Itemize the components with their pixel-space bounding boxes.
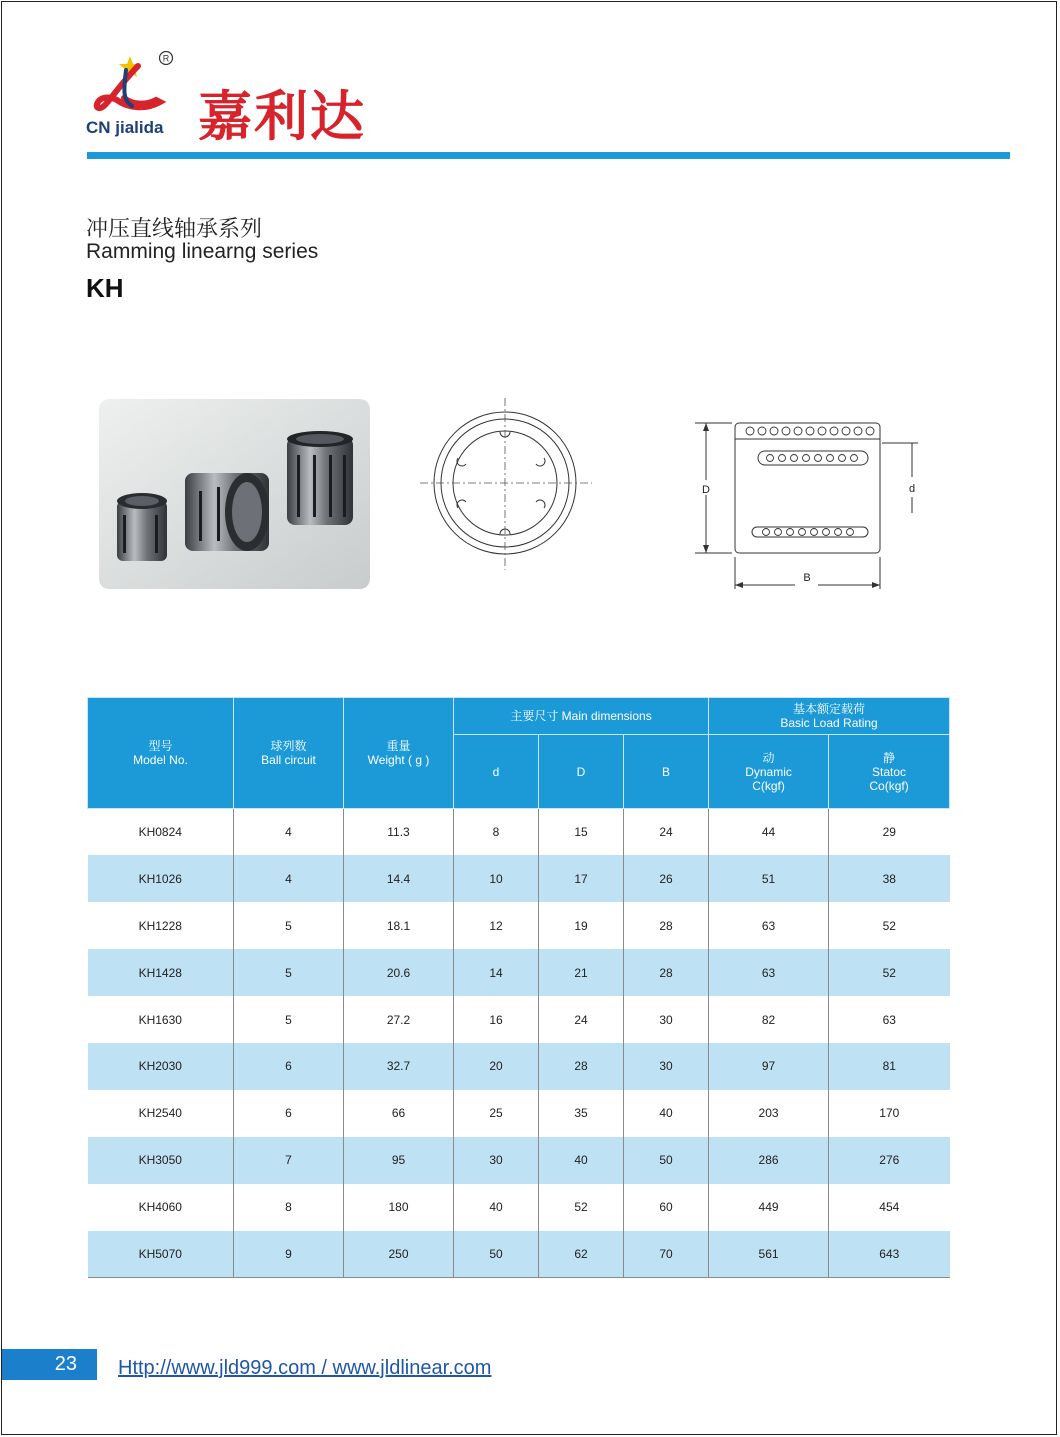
header-dynamic-en: Dynamic (745, 764, 792, 779)
table-cell: 44 (709, 809, 829, 856)
header-load-rating (709, 698, 950, 735)
table-cell: 50 (624, 1137, 709, 1184)
table-cell: 180 (344, 1184, 454, 1231)
dim-label-d: d (908, 483, 916, 495)
table-cell: KH1026 (88, 855, 234, 902)
table-cell: KH1630 (88, 996, 234, 1043)
table-cell: 4 (234, 809, 344, 856)
table-cell: 30 (454, 1137, 539, 1184)
spec-table-body (88, 809, 950, 1278)
header-B: B (624, 735, 709, 809)
table-cell: 25 (454, 1090, 539, 1137)
table-cell: 24 (539, 996, 624, 1043)
table-cell: 21 (539, 949, 624, 996)
table-cell: 30 (624, 996, 709, 1043)
table-cell: KH5070 (88, 1231, 234, 1278)
table-cell: 20.6 (344, 949, 454, 996)
table-cell: 15 (539, 809, 624, 856)
table-cell: 52 (882, 918, 896, 933)
table-cell: 40 (624, 1090, 709, 1137)
table-cell: 643 (829, 1231, 950, 1278)
table-cell: 52 (829, 949, 950, 996)
header-D: D (539, 735, 624, 809)
table-cell: 19 (539, 902, 624, 949)
table-cell: 5 (234, 949, 344, 996)
table-cell: KH1428 (88, 949, 234, 996)
table-cell: 95 (344, 1137, 454, 1184)
table-cell: 250 (344, 1231, 454, 1278)
table-cell: KH1228 (88, 902, 234, 949)
table-cell: 7 (234, 1137, 344, 1184)
table-cell: 14.4 (344, 855, 454, 902)
table-cell: 6 (234, 1090, 344, 1137)
front-view-drawing (416, 398, 594, 573)
side-view-drawing (690, 415, 925, 593)
table-row (88, 902, 950, 949)
table-cell: 20 (454, 1043, 539, 1090)
table-cell: 26 (624, 855, 709, 902)
spec-table (87, 697, 950, 1278)
table-cell: 66 (344, 1090, 454, 1137)
header-model-cn: 型号 (148, 739, 173, 753)
table-row (88, 1137, 950, 1184)
table-cell: 170 (879, 1106, 900, 1121)
table-cell: 40 (454, 1184, 539, 1231)
header-model-en: Model No. (133, 753, 188, 767)
table-cell: 62 (539, 1231, 624, 1278)
header-rule (87, 152, 1010, 159)
header-model (88, 698, 234, 809)
table-cell: 30 (624, 1043, 709, 1090)
table-cell: 50 (454, 1231, 539, 1278)
svg-text:R: R (162, 53, 170, 64)
table-cell: 81 (829, 1043, 950, 1090)
table-cell: 276 (829, 1137, 950, 1184)
page-number: 23 (2, 1349, 97, 1380)
table-cell: 16 (454, 996, 539, 1043)
table-cell: 6 (234, 1043, 344, 1090)
series-title-cn: 冲压直线轴承系列 (86, 216, 263, 241)
table-cell: 8 (454, 809, 539, 856)
header-load-cn: 基本额定载荷 (793, 702, 866, 716)
table-cell: KH0824 (88, 809, 234, 856)
table-cell: 28 (539, 1043, 624, 1090)
table-cell: 203 (709, 1090, 829, 1137)
brand-name-cn: 嘉利达 (198, 84, 366, 148)
table-cell: 28 (624, 902, 709, 949)
header-static-cn: 静 (883, 750, 896, 765)
table-cell: 60 (624, 1184, 709, 1231)
header-dynamic (709, 735, 829, 809)
table-row (88, 996, 950, 1043)
table-cell: 97 (709, 1043, 829, 1090)
brand-name-en: CN jialida (86, 118, 164, 137)
table-cell: 27.2 (344, 996, 454, 1043)
table-cell: 32.7 (344, 1043, 454, 1090)
table-row (88, 1043, 950, 1090)
table-cell: 9 (234, 1231, 344, 1278)
table-cell: 4 (234, 855, 344, 902)
table-row (88, 1231, 950, 1278)
header-static-unit: Co(kgf) (869, 778, 909, 793)
header-ball-circuit (234, 698, 344, 809)
table-cell: 454 (879, 1200, 900, 1215)
table-row (88, 855, 950, 902)
website-link[interactable]: Http://www.jld999.com / www.jldlinear.com (118, 1357, 492, 1379)
table-cell: 63 (709, 902, 829, 949)
table-cell: 29 (882, 825, 896, 840)
table-cell: KH2030 (88, 1043, 234, 1090)
table-cell: 12 (454, 902, 539, 949)
table-cell: 40 (539, 1137, 624, 1184)
table-cell: 14 (454, 949, 539, 996)
dim-label-B: B (803, 572, 811, 584)
table-cell: 5 (234, 996, 344, 1043)
table-cell: 561 (709, 1231, 829, 1278)
table-cell: 18.1 (344, 902, 454, 949)
table-cell: 52 (539, 1184, 624, 1231)
header-weight-en: Weight ( g ) (367, 753, 430, 767)
series-title-en: Ramming linearng series (86, 240, 319, 263)
header-weight-cn: 重量 (386, 739, 411, 753)
series-code: KH (86, 273, 124, 303)
table-cell: KH3050 (88, 1137, 234, 1184)
dim-label-D: D (702, 484, 710, 496)
table-cell: KH4060 (88, 1184, 234, 1231)
table-row (88, 1184, 950, 1231)
table-row (88, 809, 950, 856)
header-ball-cn: 球列数 (270, 739, 307, 753)
table-cell: 38 (829, 855, 950, 902)
product-photo (99, 399, 370, 589)
header-d: d (454, 735, 539, 809)
header-static (829, 735, 950, 809)
header-dynamic-unit: C(kgf) (752, 778, 785, 793)
header-main-dimensions: 主要尺寸 Main dimensions (454, 698, 709, 735)
table-cell: 28 (624, 949, 709, 996)
table-cell: 8 (234, 1184, 344, 1231)
table-cell: KH2540 (88, 1090, 234, 1137)
table-cell: 5 (234, 902, 344, 949)
table-row (88, 1090, 950, 1137)
header-ball-en: Ball circuit (261, 753, 316, 767)
table-cell: 10 (454, 855, 539, 902)
table-row (88, 949, 950, 996)
table-cell: 63 (882, 1012, 896, 1027)
table-cell: 51 (709, 855, 829, 902)
header-dynamic-cn: 动 (762, 750, 775, 765)
header-static-en: Statoc (872, 764, 907, 779)
table-cell: 449 (709, 1184, 829, 1231)
header-load-en: Basic Load Rating (780, 716, 878, 730)
table-cell: 11.3 (344, 809, 454, 856)
table-cell: 17 (539, 855, 624, 902)
header-weight (344, 698, 454, 809)
table-cell: 63 (709, 949, 829, 996)
table-cell: 70 (624, 1231, 709, 1278)
table-cell: 286 (709, 1137, 829, 1184)
table-cell: 35 (539, 1090, 624, 1137)
table-cell: 24 (624, 809, 709, 856)
table-cell: 82 (709, 996, 829, 1043)
